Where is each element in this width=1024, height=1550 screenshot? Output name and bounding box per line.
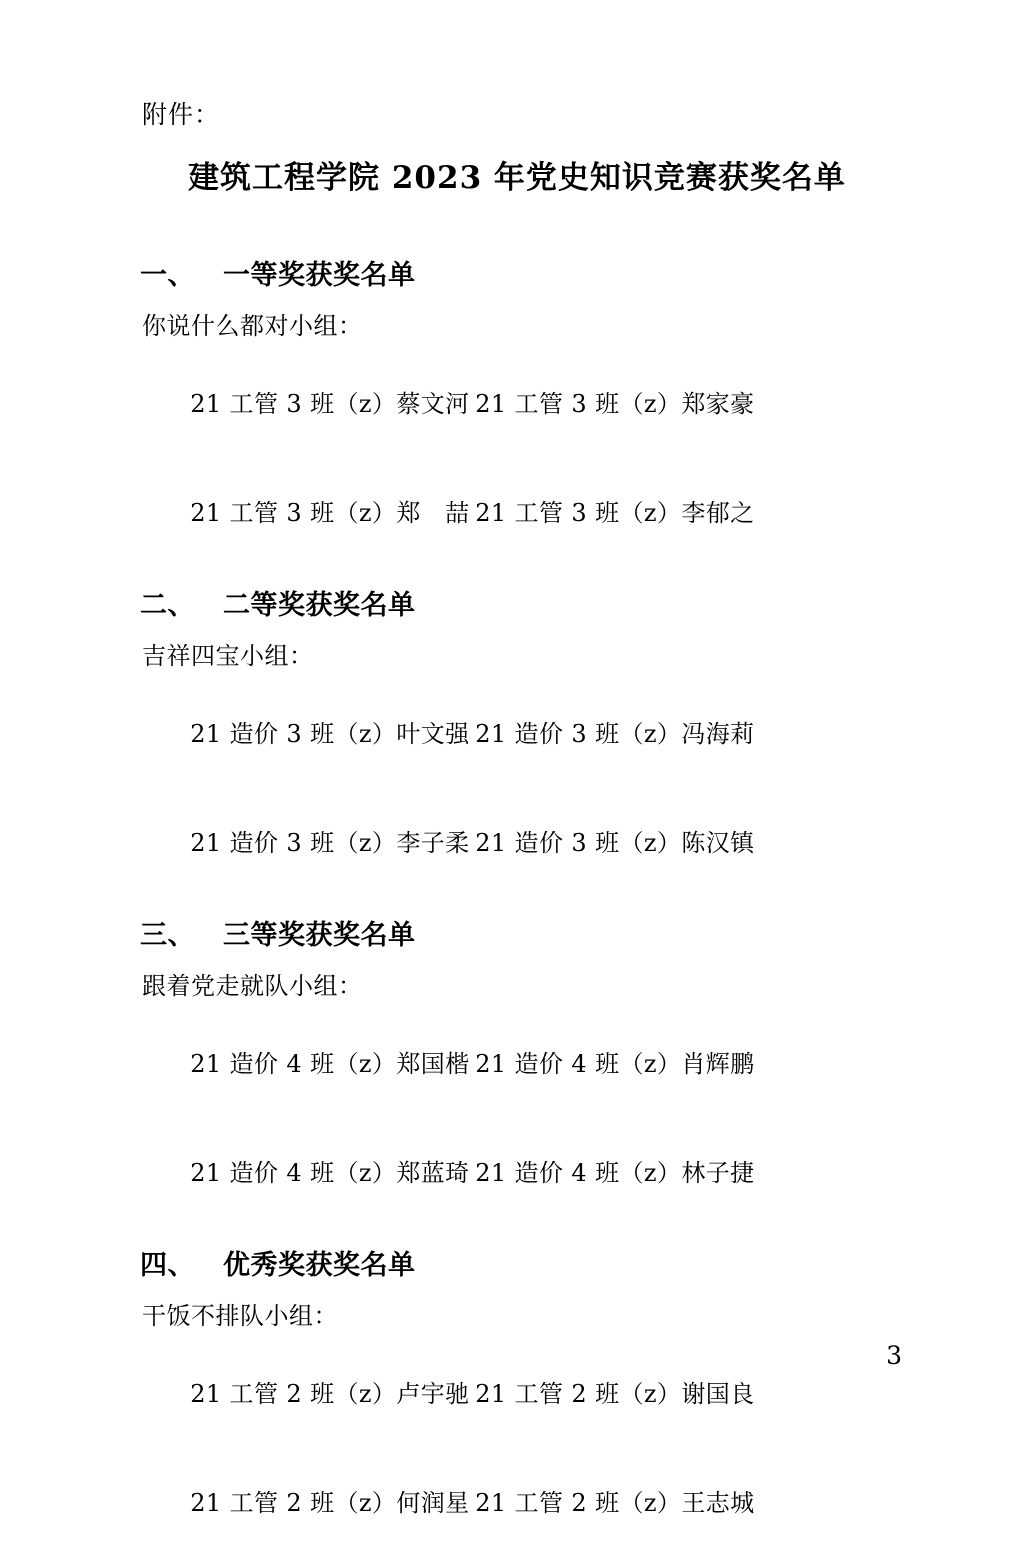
section-heading [140, 919, 884, 953]
award-section-second [140, 589, 884, 890]
winner-row [142, 1127, 884, 1221]
winner-entry: 21 工管 3 班（z）郑 喆 [190, 498, 470, 527]
winner-row [142, 1018, 884, 1112]
winner-entry: 21 工管 2 班（z）何润星 [190, 1488, 470, 1517]
section-heading [140, 1249, 884, 1283]
winner-row [142, 1457, 884, 1550]
section-heading [140, 259, 884, 293]
section-title: 优秀奖获奖名单 [223, 1250, 416, 1282]
winner-entry: 21 工管 3 班（z）蔡文河 [190, 390, 470, 419]
section-gap [140, 905, 884, 919]
winner-entry: 21 造价 4 班（z）林子捷 [475, 1158, 755, 1187]
section-number: 一、 [140, 260, 195, 291]
award-section-third [140, 919, 884, 1220]
section-gap [140, 1235, 884, 1249]
section-gap [140, 575, 884, 589]
winner-row [142, 1348, 884, 1442]
winner-entry: 21 工管 3 班（z）郑家豪 [475, 390, 755, 419]
section-number: 三、 [140, 920, 195, 952]
group-name: 你说什么都对小组： [142, 311, 363, 340]
winner-entry: 21 造价 4 班（z）郑蓝琦 [190, 1158, 470, 1187]
winner-row [142, 797, 884, 891]
winner-row [142, 467, 884, 561]
group-name: 干饭不排队小组： [142, 1301, 338, 1330]
winner-entry: 21 工管 2 班（z）卢宇驰 [190, 1380, 470, 1409]
winner-entry: 21 工管 3 班（z）李郁之 [475, 498, 755, 527]
section-title: 二等奖获奖名单 [223, 590, 416, 622]
group-name: 跟着党走就队小组： [142, 971, 363, 1000]
section-title: 一等奖获奖名单 [223, 260, 416, 291]
winner-entry: 21 造价 4 班（z）郑国楷 [190, 1050, 470, 1079]
award-section-excellence [140, 1249, 884, 1550]
winner-entry: 21 工管 2 班（z）谢国良 [475, 1380, 755, 1409]
award-section-first [140, 259, 884, 560]
winner-entry: 21 造价 4 班（z）肖辉鹏 [475, 1050, 755, 1079]
section-number: 二、 [140, 590, 195, 622]
winner-entry: 21 造价 3 班（z）叶文强 [190, 720, 470, 749]
winner-entry: 21 造价 3 班（z）李子柔 [190, 828, 470, 857]
attachment-label: 附件： [142, 100, 221, 129]
winner-row [142, 688, 884, 782]
section-title: 三等奖获奖名单 [223, 920, 416, 952]
section-number: 四、 [140, 1250, 195, 1282]
winner-entry: 21 造价 3 班（z）冯海莉 [475, 720, 755, 749]
page-number: 3 [886, 1341, 902, 1370]
winner-row [142, 358, 884, 452]
winner-entry: 21 造价 3 班（z）陈汉镇 [475, 828, 755, 857]
winner-entry: 21 工管 2 班（z）王志城 [475, 1488, 755, 1517]
group-name: 吉祥四宝小组： [142, 641, 314, 670]
section-heading [140, 589, 884, 623]
title-spacer [140, 207, 884, 259]
page-title: 建筑工程学院 2023 年党史知识竞赛获奖名单 [188, 160, 846, 196]
